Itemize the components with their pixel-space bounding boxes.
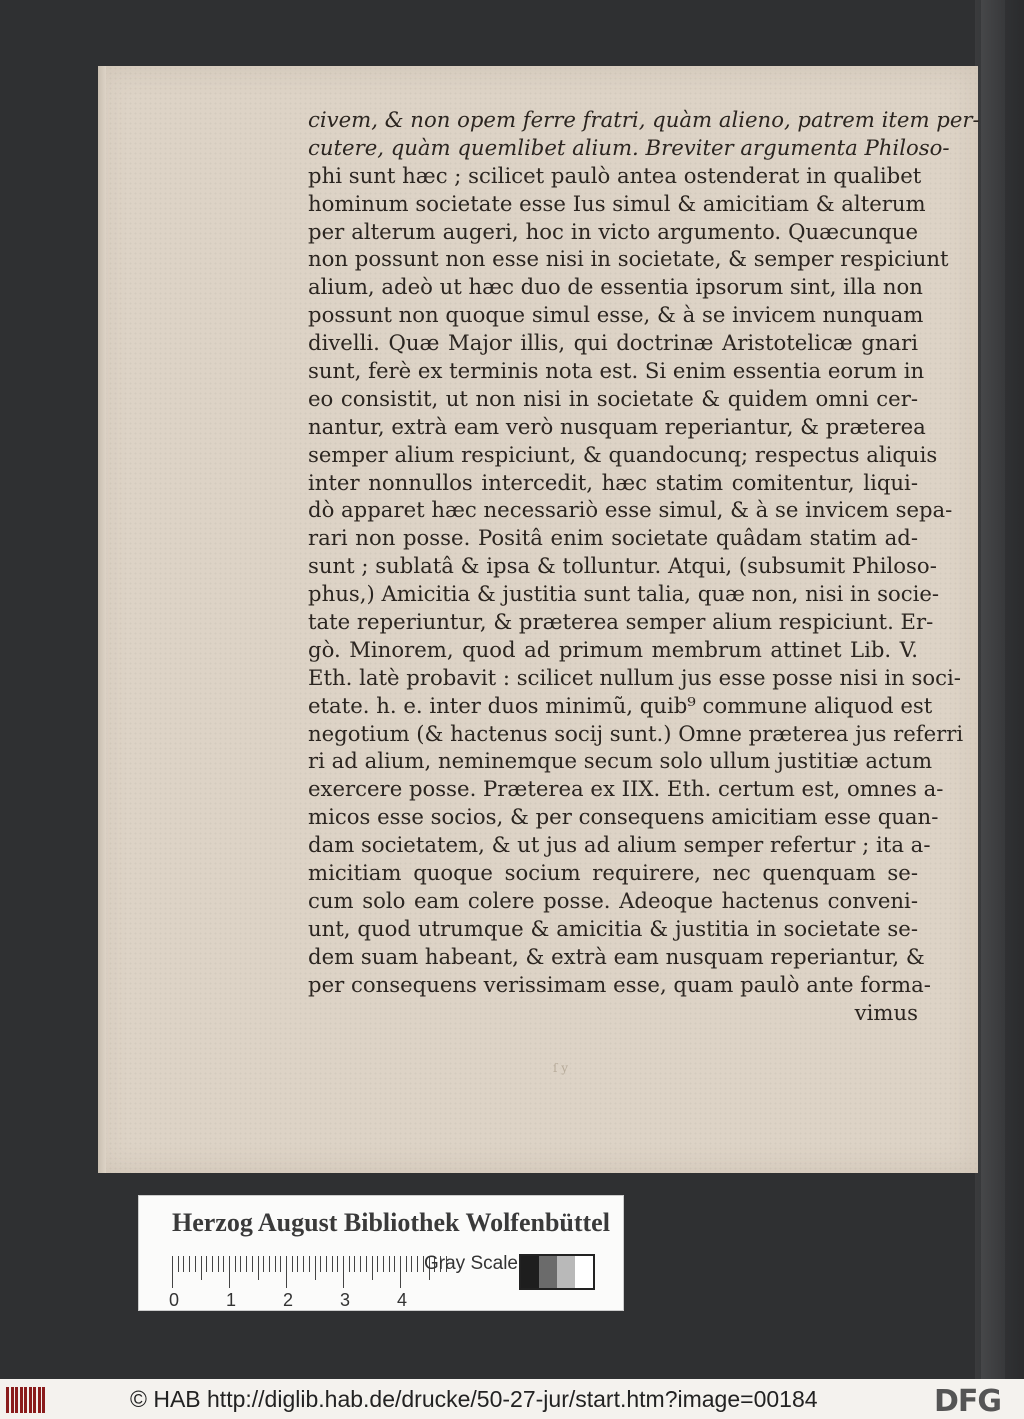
text-line: divelli. Quæ Major illis, qui doctrinæ Aristotelicæ gnari	[308, 330, 918, 356]
ruler-tick	[286, 1256, 287, 1288]
text-line: alium, adeò ut hæc duo de essentia ipsorum sint, illa non	[308, 274, 923, 300]
page-text	[308, 106, 980, 1026]
ruler-tick	[258, 1256, 259, 1280]
text-line: vimus	[854, 999, 918, 1025]
ruler-tick	[246, 1256, 247, 1272]
ruler-label-4: 4	[397, 1290, 408, 1310]
ruler-label-3: 3	[340, 1290, 351, 1310]
color-calibration-card	[138, 1195, 624, 1311]
ruler-tick	[383, 1256, 384, 1272]
text-line: semper alium respiciunt, & quandocunq; respectus aliquis	[308, 441, 938, 467]
barcode-bar	[33, 1387, 36, 1413]
text-line: negotium (& hactenus socij sunt.) Omne præterea jus referri	[308, 720, 964, 746]
text-line: non possunt non esse nisi in societate, & semper respiciunt	[308, 246, 949, 272]
ruler-tick	[178, 1256, 179, 1272]
ruler-tick	[292, 1256, 293, 1272]
ruler-tick	[349, 1256, 350, 1272]
ruler-tick	[315, 1256, 316, 1280]
ruler-tick	[400, 1256, 401, 1288]
text-line: unt, quod utrumque & amicitia & justitia in societate se-	[308, 915, 918, 941]
ruler-tick	[235, 1256, 236, 1272]
text-line: cutere, quàm quemlibet alium. Breviter argumenta Philoso-	[308, 134, 950, 160]
ruler-label-2: 2	[283, 1290, 294, 1310]
text-line: exercere posse. Præterea ex IIX. Eth. certum est, omnes a-	[308, 776, 944, 802]
ruler-tick	[206, 1256, 207, 1272]
ruler-tick	[223, 1256, 224, 1272]
ruler-tick	[195, 1256, 196, 1272]
barcode-bar	[20, 1387, 23, 1413]
ruler-tick	[280, 1256, 281, 1272]
ruler-tick	[389, 1256, 390, 1272]
citation-link[interactable]: © HAB http://diglib.hab.de/drucke/50-27-jur/start.htm?image=00184	[130, 1386, 818, 1412]
ruler-tick	[201, 1256, 202, 1280]
ruler-tick	[337, 1256, 338, 1272]
text-line: sunt, ferè ex terminis nota est. Si enim essentia eorum in	[308, 358, 925, 384]
barcode-bar	[15, 1387, 18, 1413]
text-line: per alterum augeri, hoc in victo argumento. Quæcunque	[308, 218, 918, 244]
text-line: micos esse socios, & per consequens amicitiam esse quan-	[308, 804, 939, 830]
gray-swatch	[557, 1256, 575, 1288]
hab-barcode-icon	[6, 1387, 46, 1413]
text-line: dam societatem, & ut jus ad alium semper refertur ; ita a-	[308, 832, 931, 858]
ruler-tick	[269, 1256, 270, 1272]
ruler-tick	[411, 1256, 412, 1272]
barcode-bar	[24, 1387, 27, 1413]
footer-bar	[0, 1379, 1024, 1419]
ruler-tick	[332, 1256, 333, 1272]
barcode-bar	[38, 1387, 41, 1413]
text-line: possunt non quoque simul esse, & à se invicem nunquam	[308, 302, 924, 328]
ruler-tick	[343, 1256, 344, 1288]
ruler-tick	[218, 1256, 219, 1272]
ruler-tick	[297, 1256, 298, 1272]
text-line: cum solo eam colere posse. Adeoque hactenus conveni-	[308, 887, 918, 913]
ruler-tick	[377, 1256, 378, 1272]
text-line: rari non posse. Positâ enim societate quâdam statim ad-	[308, 525, 918, 551]
adjacent-page-edge	[975, 0, 1024, 1379]
text-line: micitiam quoque socium requirere, nec quenquam se-	[308, 860, 918, 886]
ruler-label-1: 1	[226, 1290, 237, 1310]
gray-scale-swatches	[519, 1254, 595, 1290]
ruler-tick	[240, 1256, 241, 1272]
ruler-tick	[189, 1256, 190, 1272]
gray-swatch	[539, 1256, 557, 1288]
ruler-tick	[366, 1256, 367, 1272]
ruler-tick	[252, 1256, 253, 1272]
text-line: nantur, extrà eam verò nusquam reperiantur, & præterea	[308, 413, 926, 439]
ruler-tick	[303, 1256, 304, 1272]
ruler-tick	[320, 1256, 321, 1272]
centimeter-ruler	[172, 1256, 412, 1288]
text-line: phus,) Amicitia & justitia sunt talia, quæ non, nisi in socie-	[308, 581, 940, 607]
text-line: ri ad alium, neminemque secum solo ullum justitiæ actum	[308, 748, 933, 774]
text-line: inter nonnullos intercedit, hæc statim comitentur, liqui-	[308, 469, 918, 495]
ruler-label-0: 0	[169, 1290, 180, 1310]
text-line: Eth. latè probavit : scilicet nullum jus esse posse nisi in soci-	[308, 664, 961, 690]
ruler-tick	[394, 1256, 395, 1272]
text-line: civem, & non opem ferre fratri, quàm alieno, patrem item per-	[308, 107, 980, 132]
text-line: dò apparet hæc necessariò esse simul, & à se invicem sepa-	[308, 497, 953, 523]
ink-bleed-mark: ſ y	[553, 1061, 569, 1075]
text-line: sunt ; sublatâ & ipsa & tolluntur. Atqui, (subsumit Philoso-	[308, 553, 937, 579]
ruler-tick	[354, 1256, 355, 1272]
text-line: gò. Minorem, quod ad primum membrum attinet Lib. V.	[308, 636, 918, 662]
ruler-tick	[360, 1256, 361, 1272]
ruler-tick	[309, 1256, 310, 1272]
text-line: eo consistit, ut non nisi in societate & quidem omni cer-	[308, 385, 918, 411]
dfg-logo: DFG	[934, 1384, 1002, 1419]
gray-swatch	[521, 1256, 539, 1288]
text-line: hominum societate esse Ius simul & amicitiam & alterum	[308, 190, 926, 216]
barcode-bar	[11, 1387, 14, 1413]
library-name: Herzog August Bibliothek Wolfenbüttel	[172, 1208, 610, 1237]
gray-swatch	[575, 1256, 593, 1288]
ruler-tick	[229, 1256, 230, 1288]
ruler-tick	[172, 1256, 173, 1288]
ruler-tick	[183, 1256, 184, 1272]
barcode-bar	[29, 1387, 32, 1413]
ruler-tick	[212, 1256, 213, 1272]
ruler-tick	[372, 1256, 373, 1280]
ruler-tick	[326, 1256, 327, 1272]
book-page	[98, 66, 978, 1173]
text-line: tate reperiuntur, & præterea semper alium respiciunt. Er-	[308, 609, 934, 635]
text-line: per consequens verissimam esse, quam paulò ante forma-	[308, 971, 931, 997]
text-line: phi sunt hæc ; scilicet paulò antea ostenderat in qualibet	[308, 162, 922, 188]
text-line: etate. h. e. inter duos minimũ, quib⁹ commune aliquod est	[308, 692, 933, 718]
ruler-tick	[275, 1256, 276, 1272]
ruler-tick	[263, 1256, 264, 1272]
ruler-tick	[417, 1256, 418, 1272]
barcode-bar	[6, 1387, 9, 1413]
gray-scale-label: Gray Scale	[424, 1253, 518, 1274]
text-line: dem suam habeant, & extrà eam nusquam reperiantur, &	[308, 943, 925, 969]
ruler-tick	[406, 1256, 407, 1272]
barcode-bar	[42, 1387, 45, 1413]
